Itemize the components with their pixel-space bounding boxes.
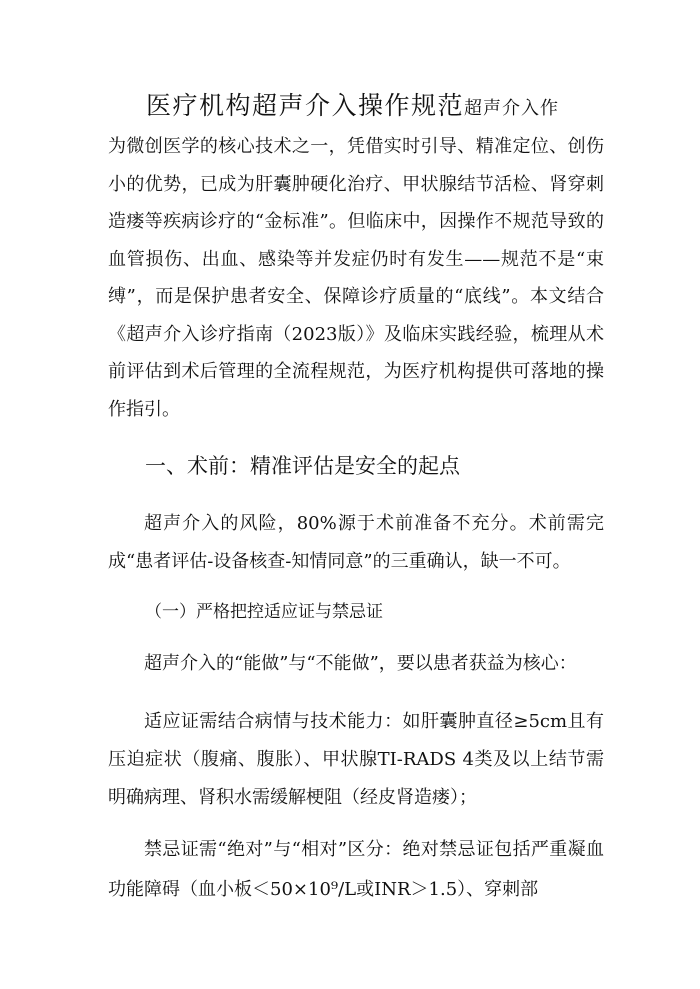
subsection-heading: （一）严格把控适应证与禁忌证 [145, 602, 383, 622]
title-line [146, 86, 559, 122]
document-title: 医疗机构超声介入操作规范 [146, 91, 465, 120]
intro-paragraph: 为微创医学的核心技术之一，凭借实时引导、精准定位、创伤小的优势，已成为肝囊肿硬化治疗、甲状腺结节活检、肾穿刺造瘘等疾病诊疗的“金标准”。但临床中，因操作不规范导致的血管损伤、出血、感染等并发症仍时有发生——规范不是“束缚”，而是保护患者安全、保障诊疗质量的“底线”。本文结合《超声介入诊疗指南（2023版）》及临床实践经验，梳理从术前评估到术后管理的全流程规范，为医疗机构提供可落地的操作指引。 [108, 136, 604, 420]
intro-lead-text: 超声介入作 [464, 98, 560, 119]
indication-paragraph: 适应证需结合病情与技术能力：如肝囊肿直径≥5cm且有压迫症状（腹痛、腹胀）、甲状腺TI-RADS 4类及以上结节需明确病理、肾积水需缓解梗阻（经皮肾造瘘）； [108, 711, 604, 808]
subsection-paragraph: 超声介入的“能做”与“不能做”，要以患者获益为核心： [144, 653, 577, 674]
contraindication-paragraph: 禁忌证需“绝对”与“相对”区分：绝对禁忌证包括严重凝血功能障碍（血小板＜50×10⁹/L或INR＞1.5）、穿刺部 [108, 839, 604, 900]
section-paragraph: 超声介入的风险，80%源于术前准备不充分。术前需完成“患者评估-设备核查-知情同意”的三重确认，缺一不可。 [108, 513, 604, 572]
section-heading: 一、术前：精准评估是安全的起点 [145, 454, 460, 478]
